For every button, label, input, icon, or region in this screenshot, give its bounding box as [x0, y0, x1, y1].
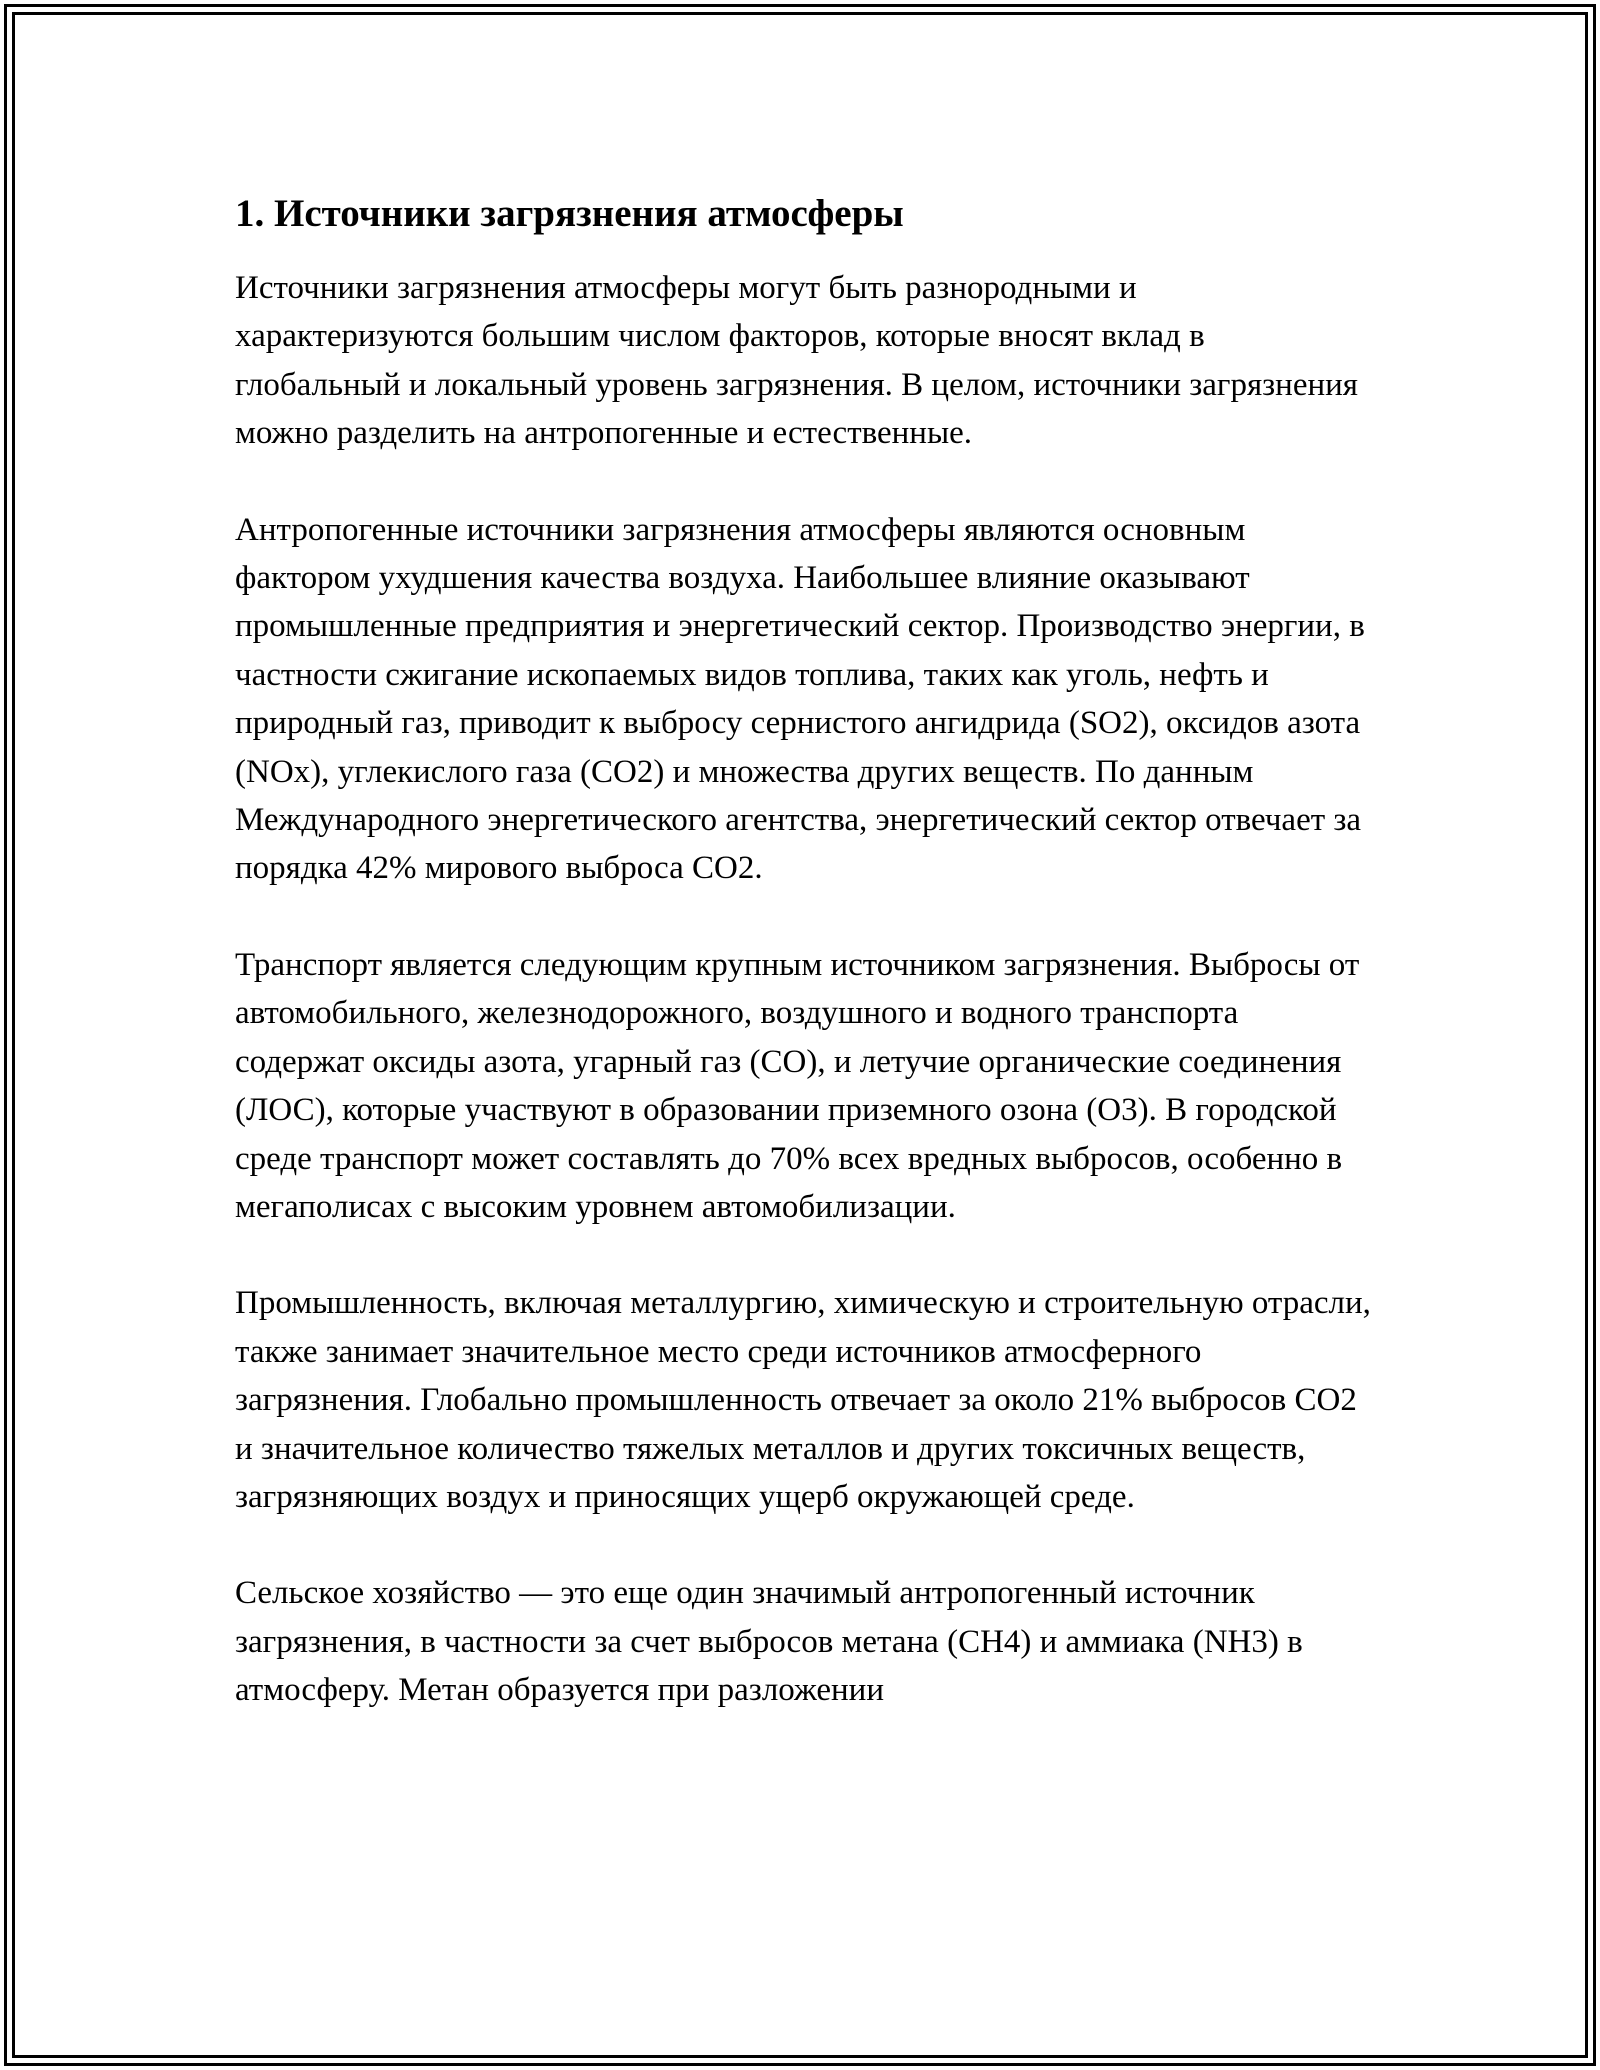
- paragraph-anthropogenic: Антропогенные источники загрязнения атмосферы являются основным фактором ухудшения качества воздуха. Наибольшее влияние оказывают промышленные предприятия и энергетический сектор. Производство энергии, в частности сжигание ископаемых видов топлива, таких как уголь, нефть и природный газ, приводит к выбросу сернистого ангидрида (SO2), оксидов азота (NOx), углекислого газа (CO2) и множества других веществ. По данным Международного энергетического агентства, энергетический сектор отвечает за порядка 42% мирового выброса CO2.: [235, 511, 1365, 887]
- paragraph-intro: Источники загрязнения атмосферы могут быть разнородными и характеризуются большим числом факторов, которые вносят вклад в глобальный и локальный уровень загрязнения. В целом, источники загрязнения можно разделить на антропогенные и естественные.: [235, 270, 1358, 452]
- paragraph-transport: Транспорт является следующим крупным источником загрязнения. Выбросы от автомобильного, железнодорожного, воздушного и водного транспорта содержат оксиды азота, угарный газ (CO), и летучие органические соединения (ЛОС), которые участвуют в образовании приземного озона (O3). В городской среде транспорт может составлять до 70% всех вредных выбросов, особенно в мегаполисах с высоким уровнем автомобилизации.: [235, 946, 1360, 1225]
- section-heading: 1. Источники загрязнения атмосферы: [235, 192, 904, 235]
- paragraph-agriculture: Сельское хозяйство — это еще один значимый антропогенный источник загрязнения, в частности за счет выбросов метана (CH4) и аммиака (NH3) в атмосферу. Метан образуется при разложении: [235, 1575, 1303, 1709]
- document-page: [235, 184, 1375, 1763]
- paragraph-industry: Промышленность, включая металлургию, химическую и строительную отрасли, также занимает значительное место среди источников атмосферного загрязнения. Глобально промышленность отвечает за около 21% выбросов CO2 и значительное количество тяжелых металлов и других токсичных веществ, загрязняющих воздух и приносящих ущерб окружающей среде.: [235, 1285, 1371, 1515]
